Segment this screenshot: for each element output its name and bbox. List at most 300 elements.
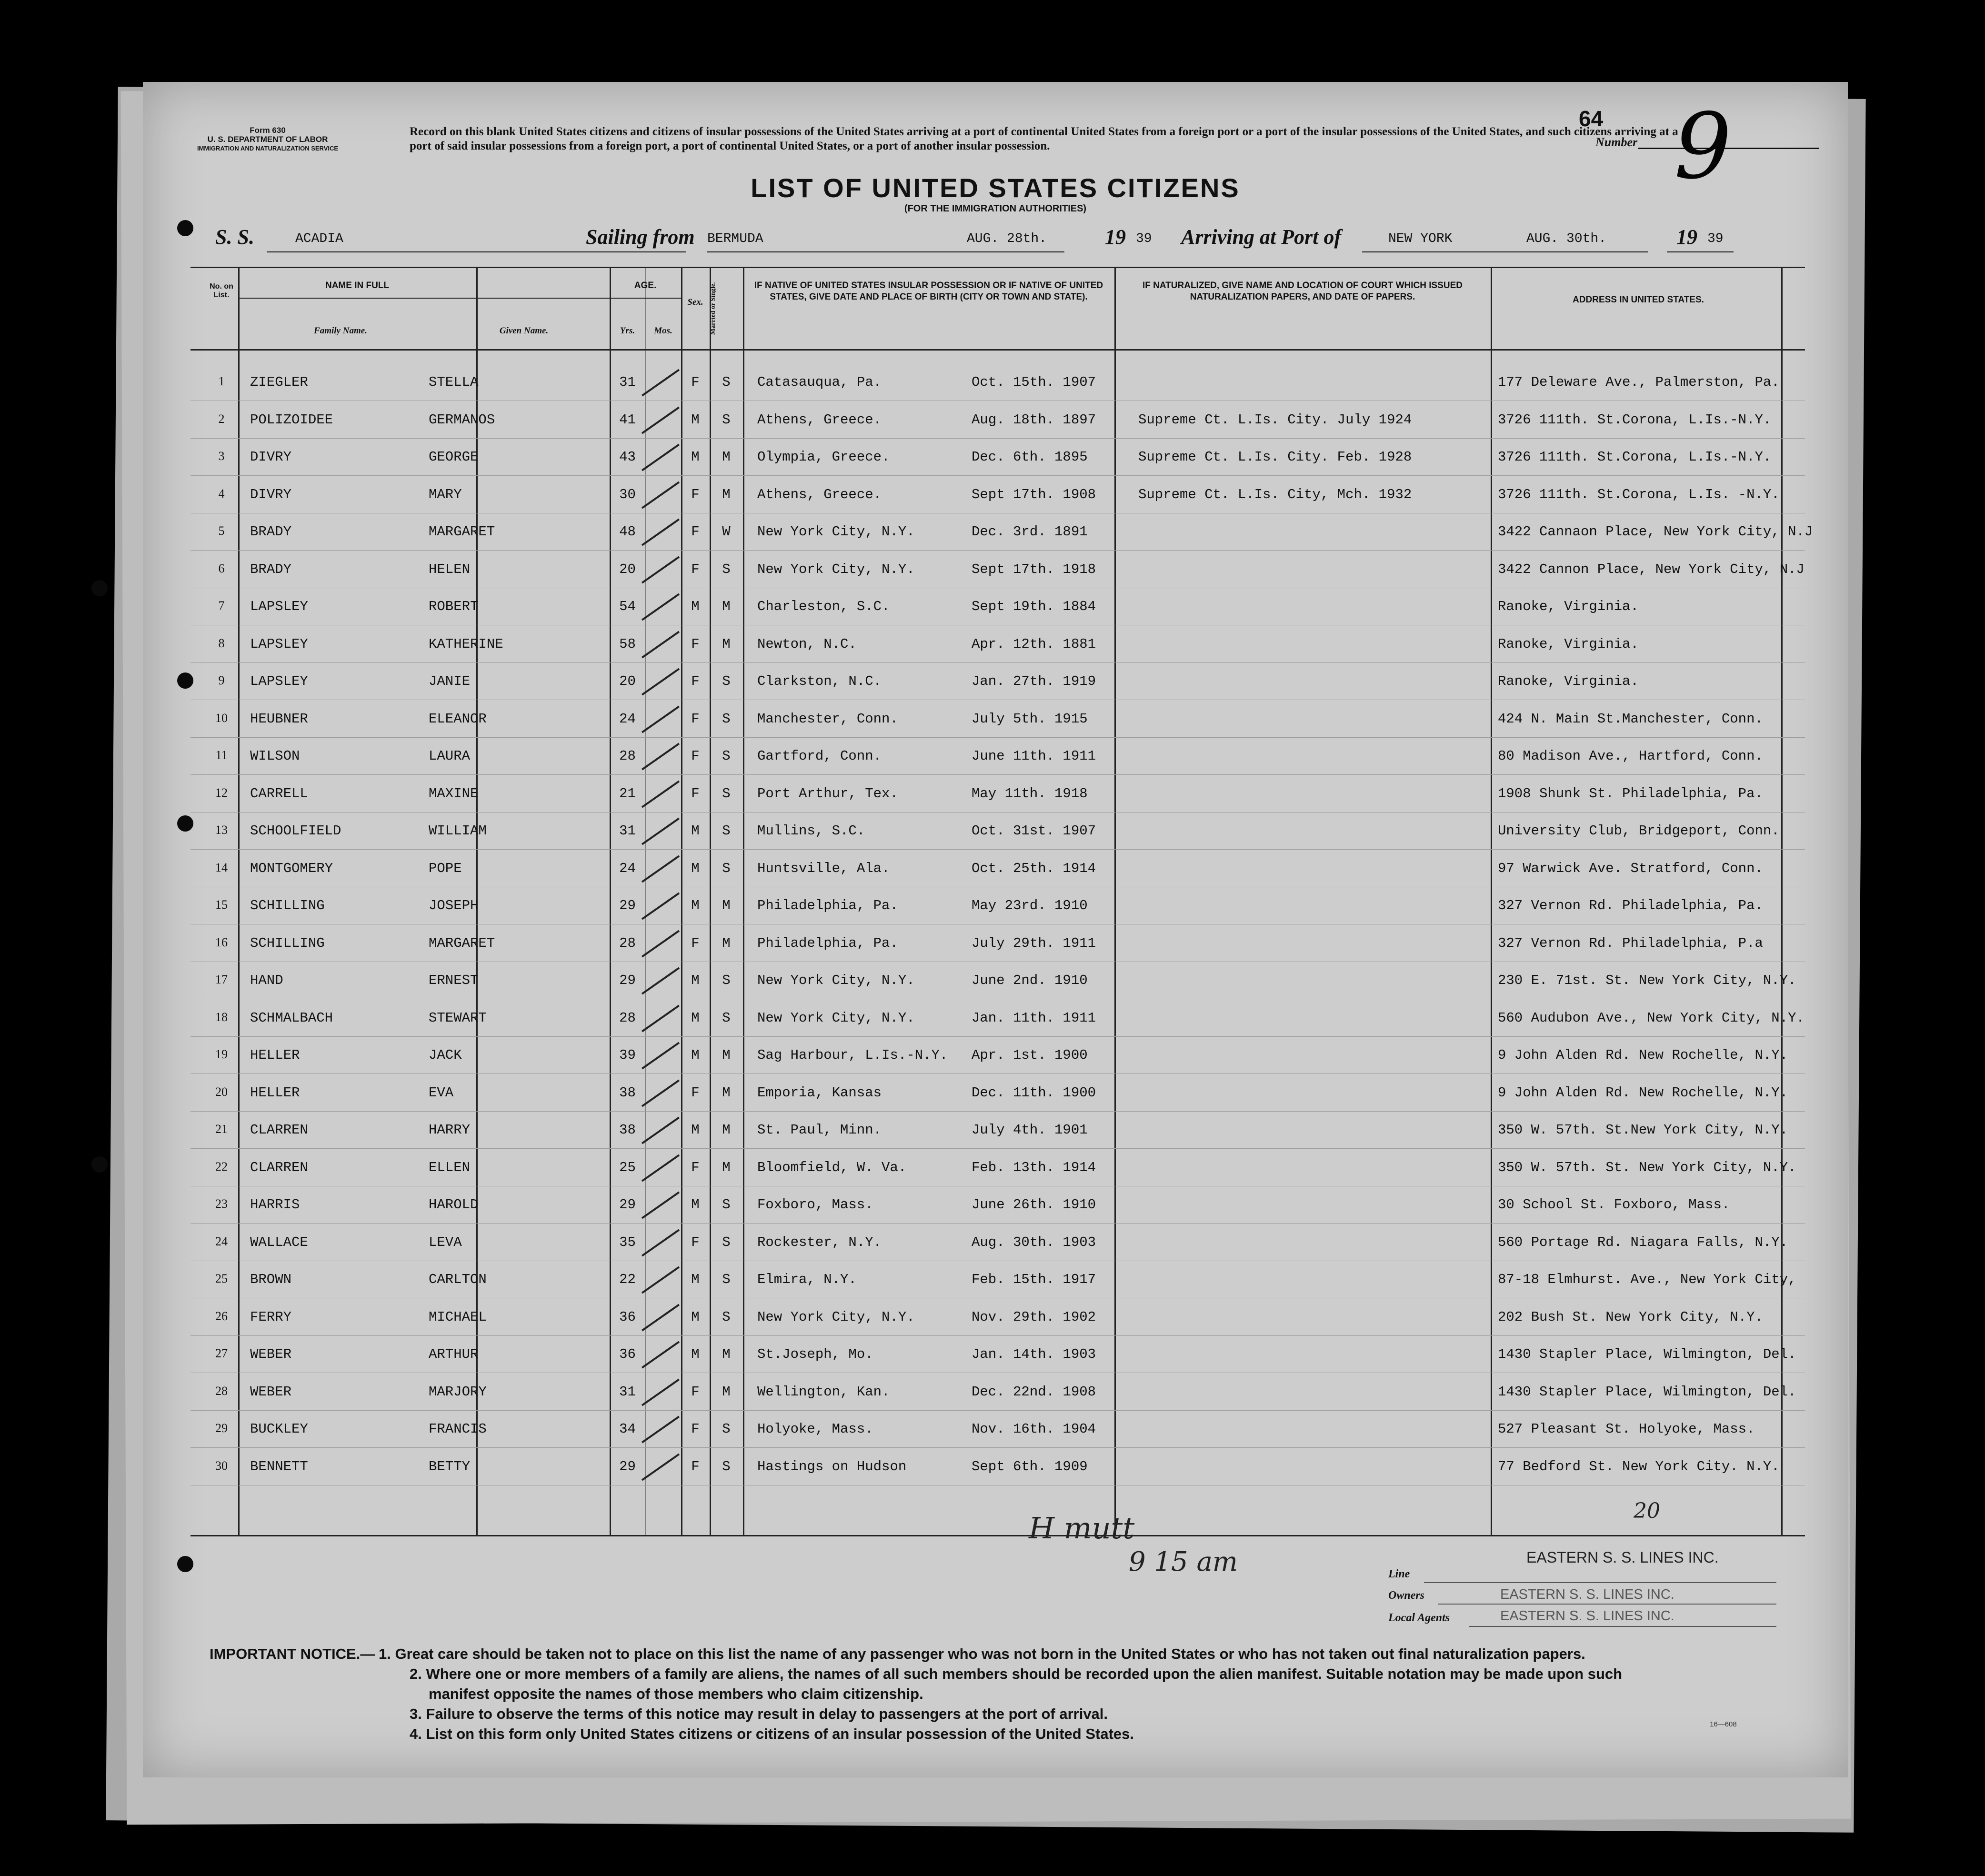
given-name: STEWART xyxy=(429,1010,487,1026)
birth-date: Apr. 1st. 1900 xyxy=(972,1047,1088,1063)
sex: F xyxy=(691,561,700,577)
age-years: 21 xyxy=(619,785,636,802)
given-name: KATHERINE xyxy=(429,636,503,652)
us-address: 1430 Stapler Place, Wilmington, Del. xyxy=(1498,1384,1796,1400)
naturalization-court: Supreme Ct. L.Is. City, Mch. 1932 xyxy=(1138,486,1412,502)
birthplace: New York City, N.Y. xyxy=(757,973,915,988)
given-name: JACK xyxy=(429,1047,462,1063)
sex: M xyxy=(691,973,700,988)
sex: F xyxy=(691,374,700,390)
marital-status: M xyxy=(722,599,731,614)
arrival-year-underline xyxy=(1667,251,1734,252)
list-number: 9 xyxy=(218,673,225,687)
sex: M xyxy=(691,599,700,614)
list-number: 7 xyxy=(218,599,225,612)
age-years: 48 xyxy=(619,524,636,540)
us-address: 202 Bush St. New York City, N.Y. xyxy=(1498,1309,1763,1325)
family-name: HAND xyxy=(250,973,283,988)
birth-date: Jan. 11th. 1911 xyxy=(972,1010,1096,1026)
birth-date: July 4th. 1901 xyxy=(972,1122,1088,1138)
list-number: 18 xyxy=(215,1010,228,1024)
sex: F xyxy=(691,1458,700,1475)
owners-label: Owners xyxy=(1388,1589,1425,1602)
given-name: BETTY xyxy=(429,1458,471,1475)
birthplace: Philadelphia, Pa. xyxy=(757,935,898,951)
checkmark-stroke xyxy=(642,930,680,957)
given-name: EVA xyxy=(429,1084,454,1101)
sex: F xyxy=(691,1084,700,1101)
checkmark-stroke xyxy=(642,556,680,583)
checkmark-stroke xyxy=(642,855,680,883)
us-address: 3726 111th. St.Corona, L.Is. -N.Y. xyxy=(1498,486,1780,502)
checkmark-stroke xyxy=(642,1266,680,1294)
age-years: 38 xyxy=(619,1122,636,1138)
age-years: 29 xyxy=(619,1197,636,1213)
list-number: 15 xyxy=(215,898,228,912)
owners-underline xyxy=(1438,1604,1776,1605)
notice-item-1: 1. Great care should be taken not to place on this list the name of any passenger who was not born in the United States or who has not taken out final naturalization papers. xyxy=(379,1645,1585,1662)
naturalization-court: Supreme Ct. L.Is. City. Feb. 1928 xyxy=(1138,449,1412,465)
birth-date: Aug. 30th. 1903 xyxy=(972,1234,1096,1250)
list-number: 11 xyxy=(215,748,228,762)
us-address: 9 John Alden Rd. New Rochelle, N.Y. xyxy=(1498,1084,1788,1101)
marital-status: M xyxy=(722,1384,731,1400)
checkmark-stroke xyxy=(642,1378,680,1406)
row-rule xyxy=(190,1410,1805,1411)
marital-status: S xyxy=(722,374,731,390)
marital-status: M xyxy=(722,449,731,465)
service-name: IMMIGRATION AND NATURALIZATION SERVICE xyxy=(197,145,339,152)
given-name: ELEANOR xyxy=(429,711,487,727)
row-rule xyxy=(190,1335,1805,1336)
age-years: 25 xyxy=(619,1159,636,1175)
column-rule xyxy=(1491,268,1492,1535)
age-years: 29 xyxy=(619,1458,636,1475)
header-birth: IF NATIVE OF UNITED STATES INSULAR POSSESSION OR IF NATIVE OF UNITED STATES, GIVE DATE AND PLACE OF BIRTH (CITY OR TOWN AND STATE). xyxy=(754,281,1103,302)
birthplace: Emporia, Kansas xyxy=(757,1084,882,1101)
us-address: 80 Madison Ave., Hartford, Conn. xyxy=(1498,748,1763,764)
us-address: 3422 Cannaon Place, New York City, N.J xyxy=(1498,524,1813,540)
birth-date: Oct. 25th. 1914 xyxy=(972,860,1096,876)
marital-status: S xyxy=(722,1010,731,1026)
checkmark-stroke xyxy=(642,1079,680,1107)
row-rule xyxy=(190,737,1805,738)
sex: F xyxy=(691,711,700,727)
header-months: Mos. xyxy=(654,326,672,336)
us-address: 327 Vernon Rd. Philadelphia, P.a xyxy=(1498,935,1763,951)
family-name: ZIEGLER xyxy=(250,374,308,390)
birth-date: Dec. 3rd. 1891 xyxy=(972,524,1088,540)
family-name: LAPSLEY xyxy=(250,673,308,689)
naturalization-court: Supreme Ct. L.Is. City. July 1924 xyxy=(1138,411,1412,428)
family-name: FERRY xyxy=(250,1309,292,1325)
us-address: 77 Bedford St. New York City. N.Y. xyxy=(1498,1458,1780,1475)
form-identifier xyxy=(182,126,353,153)
birthplace: Charleston, S.C. xyxy=(757,599,890,614)
birth-date: Sept 17th. 1918 xyxy=(972,561,1096,577)
us-address: 1908 Shunk St. Philadelphia, Pa. xyxy=(1498,785,1763,802)
marital-status: M xyxy=(722,486,731,502)
list-number: 13 xyxy=(215,823,228,837)
checkmark-stroke xyxy=(642,1004,680,1032)
given-name: ARTHUR xyxy=(429,1346,479,1362)
birthplace: Mullins, S.C. xyxy=(757,823,865,839)
us-address: 1430 Stapler Place, Wilmington, Del. xyxy=(1498,1346,1796,1362)
local-agents-underline xyxy=(1469,1626,1776,1627)
sex: F xyxy=(691,1384,700,1400)
notice-item-2-continued: manifest opposite the names of those members who claim citizenship. xyxy=(429,1685,923,1702)
marital-status: S xyxy=(722,711,731,727)
age-years: 41 xyxy=(619,411,636,428)
us-address: 424 N. Main St.Manchester, Conn. xyxy=(1498,711,1763,727)
sex: F xyxy=(691,673,700,689)
us-address: 3422 Cannon Place, New York City, N.J xyxy=(1498,561,1805,577)
notice-item-4: 4. List on this form only United States citizens or citizens of an insular possession of the United States. xyxy=(410,1726,1134,1742)
given-name: FRANCIS xyxy=(429,1421,487,1437)
marital-status: S xyxy=(722,1272,731,1287)
birthplace: Hastings on Hudson xyxy=(757,1458,907,1475)
list-number: 8 xyxy=(218,636,225,650)
checkmark-stroke xyxy=(642,631,680,658)
checkmark-stroke xyxy=(642,481,680,509)
given-name: ROBERT xyxy=(429,599,479,614)
family-name: CLARREN xyxy=(250,1159,308,1175)
birth-date: Feb. 15th. 1917 xyxy=(972,1272,1096,1287)
ship-name: ACADIA xyxy=(295,231,343,246)
line-underline xyxy=(1424,1582,1776,1583)
given-name: MAXINE xyxy=(429,785,479,802)
age-years: 35 xyxy=(619,1234,636,1250)
birth-date: Nov. 29th. 1902 xyxy=(972,1309,1096,1325)
age-years: 31 xyxy=(619,823,636,839)
given-name: HAROLD xyxy=(429,1197,479,1213)
row-rule xyxy=(190,475,1805,476)
marital-status: S xyxy=(722,1421,731,1437)
us-address: 560 Audubon Ave., New York City, N.Y. xyxy=(1498,1010,1805,1026)
handwritten-time: 9 15 am xyxy=(1129,1546,1238,1577)
sex: M xyxy=(691,823,700,839)
sex: M xyxy=(691,1346,700,1362)
list-number: 5 xyxy=(218,524,225,538)
passenger-table xyxy=(190,267,1813,1536)
birth-date: June 2nd. 1910 xyxy=(972,973,1088,988)
list-number: 29 xyxy=(215,1421,228,1435)
list-number: 3 xyxy=(218,449,225,463)
sex: M xyxy=(691,860,700,876)
given-name: MARGARET xyxy=(429,524,495,540)
departure-port: BERMUDA xyxy=(707,231,763,246)
checkmark-stroke xyxy=(642,519,680,546)
birth-date: Oct. 15th. 1907 xyxy=(972,374,1096,390)
sex: F xyxy=(691,935,700,951)
birth-date: Sept 17th. 1908 xyxy=(972,486,1096,502)
given-name: MARY xyxy=(429,486,462,502)
birthplace: New York City, N.Y. xyxy=(757,561,915,577)
header-given-name: Given Name. xyxy=(499,326,549,336)
row-rule xyxy=(190,812,1805,813)
age-years: 36 xyxy=(619,1309,636,1325)
birthplace: St.Joseph, Mo. xyxy=(757,1346,873,1362)
age-years: 24 xyxy=(619,860,636,876)
family-name: BRADY xyxy=(250,561,292,577)
sailing-year-suffix: 39 xyxy=(1136,231,1152,246)
birth-date: Jan. 14th. 1903 xyxy=(972,1346,1096,1362)
checkmark-stroke xyxy=(642,444,680,472)
birthplace: Philadelphia, Pa. xyxy=(757,898,898,913)
checkmark-stroke xyxy=(642,818,680,845)
row-rule xyxy=(190,438,1805,439)
marital-status: S xyxy=(722,785,731,802)
ss-label: S. S. xyxy=(215,225,254,249)
checkmark-stroke xyxy=(642,1453,680,1481)
form-number: Form 630 xyxy=(250,126,286,135)
voyage-line xyxy=(143,225,1848,258)
family-name: LAPSLEY xyxy=(250,636,308,652)
given-name: LEVA xyxy=(429,1234,462,1250)
us-address: Ranoke, Virginia. xyxy=(1498,636,1639,652)
us-address: 97 Warwick Ave. Stratford, Conn. xyxy=(1498,860,1763,876)
column-rule xyxy=(238,268,240,1535)
birthplace: Catasauqua, Pa. xyxy=(757,374,882,390)
checkmark-stroke xyxy=(642,967,680,995)
list-number: 24 xyxy=(215,1234,228,1248)
age-years: 54 xyxy=(619,599,636,614)
birthplace: New York City, N.Y. xyxy=(757,524,915,540)
us-address: 350 W. 57th. St. New York City, N.Y. xyxy=(1498,1159,1796,1175)
marital-status: S xyxy=(722,411,731,428)
list-number: 27 xyxy=(215,1346,228,1360)
checkmark-stroke xyxy=(642,893,680,920)
us-address: 230 E. 71st. St. New York City, N.Y. xyxy=(1498,973,1796,988)
sex: M xyxy=(691,1272,700,1287)
birthplace: Athens, Greece. xyxy=(757,411,882,428)
list-number: 22 xyxy=(215,1159,228,1174)
us-address: 327 Vernon Rd. Philadelphia, Pa. xyxy=(1498,898,1763,913)
marital-status: M xyxy=(722,898,731,913)
family-name: BENNETT xyxy=(250,1458,308,1475)
checkmark-stroke xyxy=(642,780,680,808)
sex: M xyxy=(691,1309,700,1325)
departure-underline xyxy=(707,251,1064,252)
sex: M xyxy=(691,1122,700,1138)
sex: M xyxy=(691,1047,700,1063)
birthplace: St. Paul, Minn. xyxy=(757,1122,882,1138)
birth-date: Dec. 22nd. 1908 xyxy=(972,1384,1096,1400)
birth-date: Jan. 27th. 1919 xyxy=(972,673,1096,689)
checkmark-stroke xyxy=(642,1229,680,1256)
header-age: AGE. xyxy=(634,281,657,291)
given-name: MARJORY xyxy=(429,1384,487,1400)
birthplace: Wellington, Kan. xyxy=(757,1384,890,1400)
given-name: GERMANOS xyxy=(429,411,495,428)
sex: M xyxy=(691,449,700,465)
column-rule xyxy=(645,268,646,1535)
sex: M xyxy=(691,1197,700,1213)
marital-status: S xyxy=(722,1458,731,1475)
age-years: 20 xyxy=(619,561,636,577)
sex: F xyxy=(691,1234,700,1250)
marital-status: S xyxy=(722,748,731,764)
number-label: Number xyxy=(1595,135,1638,149)
row-rule xyxy=(190,662,1805,663)
birth-date: Oct. 31st. 1907 xyxy=(972,823,1096,839)
handwritten-count: 20 xyxy=(1634,1499,1660,1523)
birthplace: Holyoke, Mass. xyxy=(757,1421,873,1437)
notice-item-3: 3. Failure to observe the terms of this notice may result in delay to passengers at the port of arrival. xyxy=(410,1705,1108,1722)
list-number: 20 xyxy=(215,1084,228,1099)
us-address: Ranoke, Virginia. xyxy=(1498,599,1639,614)
birthplace: Foxboro, Mass. xyxy=(757,1197,873,1213)
checkmark-stroke xyxy=(642,1341,680,1369)
marital-status: M xyxy=(722,636,731,652)
age-years: 39 xyxy=(619,1047,636,1063)
family-name: HARRIS xyxy=(250,1197,300,1213)
birthplace: New York City, N.Y. xyxy=(757,1309,915,1325)
checkmark-stroke xyxy=(642,705,680,733)
arriving-label: Arriving at Port of xyxy=(1181,225,1342,249)
checkmark-stroke xyxy=(642,1117,680,1144)
row-rule xyxy=(190,1447,1805,1448)
birthplace: Gartford, Conn. xyxy=(757,748,882,764)
us-address: 560 Portage Rd. Niagara Falls, N.Y. xyxy=(1498,1234,1788,1250)
list-number: 23 xyxy=(215,1197,228,1211)
birthplace: Manchester, Conn. xyxy=(757,711,898,727)
birth-date: June 26th. 1910 xyxy=(972,1197,1096,1213)
arrival-date: AUG. 30th. xyxy=(1526,231,1607,246)
owners-stamp: EASTERN S. S. LINES INC. xyxy=(1500,1587,1674,1602)
age-years: 58 xyxy=(619,636,636,652)
given-name: LAURA xyxy=(429,748,471,764)
family-name: SCHILLING xyxy=(250,935,325,951)
header-subrule xyxy=(610,298,681,299)
row-rule xyxy=(190,1036,1805,1037)
header-family-name: Family Name. xyxy=(314,326,367,336)
list-number: 19 xyxy=(215,1047,228,1061)
marital-status: M xyxy=(722,1084,731,1101)
punch-hole xyxy=(91,1156,108,1173)
age-years: 29 xyxy=(619,973,636,988)
header-married-single: Married or Single. xyxy=(710,282,717,335)
checkmark-stroke xyxy=(642,1192,680,1219)
birth-date: Sept 6th. 1909 xyxy=(972,1458,1088,1475)
age-years: 28 xyxy=(619,748,636,764)
given-name: JOSEPH xyxy=(429,898,479,913)
birthplace: Olympia, Greece. xyxy=(757,449,890,465)
sailing-from-label: Sailing from xyxy=(586,225,695,249)
header-sex: Sex. xyxy=(687,297,703,307)
list-number: 4 xyxy=(218,486,225,501)
handwritten-initials: H mutt xyxy=(1029,1511,1135,1545)
family-name: SCHOOLFIELD xyxy=(250,823,341,839)
given-name: MARGARET xyxy=(429,935,495,951)
sex: F xyxy=(691,486,700,502)
family-name: LAPSLEY xyxy=(250,599,308,614)
given-name: JANIE xyxy=(429,673,471,689)
sex: F xyxy=(691,636,700,652)
row-rule xyxy=(190,1223,1805,1224)
birth-date: Feb. 13th. 1914 xyxy=(972,1159,1096,1175)
local-agents-stamp: EASTERN S. S. LINES INC. xyxy=(1500,1608,1674,1624)
list-number: 16 xyxy=(215,935,228,949)
birth-date: Dec. 6th. 1895 xyxy=(972,449,1088,465)
family-name: DIVRY xyxy=(250,449,292,465)
us-address: 9 John Alden Rd. New Rochelle, N.Y. xyxy=(1498,1047,1788,1063)
birth-date: June 11th. 1911 xyxy=(972,748,1096,764)
given-name: GEORGE xyxy=(429,449,479,465)
row-rule xyxy=(190,550,1805,551)
given-name: ERNEST xyxy=(429,973,479,988)
list-number: 12 xyxy=(215,785,228,800)
punch-hole xyxy=(177,1556,193,1572)
family-name: SCHMALBACH xyxy=(250,1010,333,1026)
checkmark-stroke xyxy=(642,1154,680,1182)
list-number: 10 xyxy=(215,711,228,725)
us-address: 30 School St. Foxboro, Mass. xyxy=(1498,1197,1730,1213)
notice-heading: IMPORTANT NOTICE.— xyxy=(210,1645,375,1662)
family-name: BUCKLEY xyxy=(250,1421,308,1437)
sex: F xyxy=(691,1159,700,1175)
given-name: ELLEN xyxy=(429,1159,471,1175)
checkmark-stroke xyxy=(642,668,680,696)
us-address: 350 W. 57th. St.New York City, N.Y. xyxy=(1498,1122,1788,1138)
family-name: MONTGOMERY xyxy=(250,860,333,876)
header-rule xyxy=(190,349,1805,351)
birth-date: May 11th. 1918 xyxy=(972,785,1088,802)
marital-status: M xyxy=(722,1346,731,1362)
list-number: 14 xyxy=(215,860,228,874)
list-number: 1 xyxy=(218,374,225,388)
birthplace: Elmira, N.Y. xyxy=(757,1272,857,1287)
arrival-year-suffix: 39 xyxy=(1707,231,1724,246)
arrival-year-prefix: 19 xyxy=(1676,225,1697,249)
sex: M xyxy=(691,1010,700,1026)
age-years: 43 xyxy=(619,449,636,465)
marital-status: S xyxy=(722,973,731,988)
arrival-underline xyxy=(1362,251,1648,252)
sex: F xyxy=(691,748,700,764)
column-rule xyxy=(1781,268,1783,1535)
age-years: 29 xyxy=(619,898,636,913)
age-years: 22 xyxy=(619,1272,636,1287)
checkmark-stroke xyxy=(642,406,680,434)
family-name: BRADY xyxy=(250,524,292,540)
handwritten-list-number: 9 xyxy=(1674,94,1732,199)
given-name: STELLA xyxy=(429,374,479,390)
checkmark-stroke xyxy=(642,1304,680,1331)
ship-underline xyxy=(267,251,686,252)
birth-date: July 29th. 1911 xyxy=(972,935,1096,951)
marital-status: M xyxy=(722,1047,731,1063)
family-name: WILSON xyxy=(250,748,300,764)
birthplace: Newton, N.C. xyxy=(757,636,857,652)
us-address: 3726 111th. St.Corona, L.Is.-N.Y. xyxy=(1498,449,1772,465)
age-years: 31 xyxy=(619,374,636,390)
age-years: 31 xyxy=(619,1384,636,1400)
notice-item-2: 2. Where one or more members of a family are aliens, the names of all such members should be recorded upon the alien manifest. Suitable notation may be made upon such xyxy=(410,1665,1623,1682)
sex: F xyxy=(691,524,700,540)
given-name: CARLTON xyxy=(429,1272,487,1287)
birthplace: Clarkston, N.C. xyxy=(757,673,882,689)
birthplace: Rockester, N.Y. xyxy=(757,1234,882,1250)
given-name: HARRY xyxy=(429,1122,471,1138)
given-name: POPE xyxy=(429,860,462,876)
header-list-number: No. on List. xyxy=(210,282,233,299)
family-name: HELLER xyxy=(250,1047,300,1063)
age-years: 24 xyxy=(619,711,636,727)
marital-status: M xyxy=(722,1159,731,1175)
header-address: ADDRESS IN UNITED STATES. xyxy=(1573,295,1704,305)
line-label: Line xyxy=(1388,1568,1410,1580)
